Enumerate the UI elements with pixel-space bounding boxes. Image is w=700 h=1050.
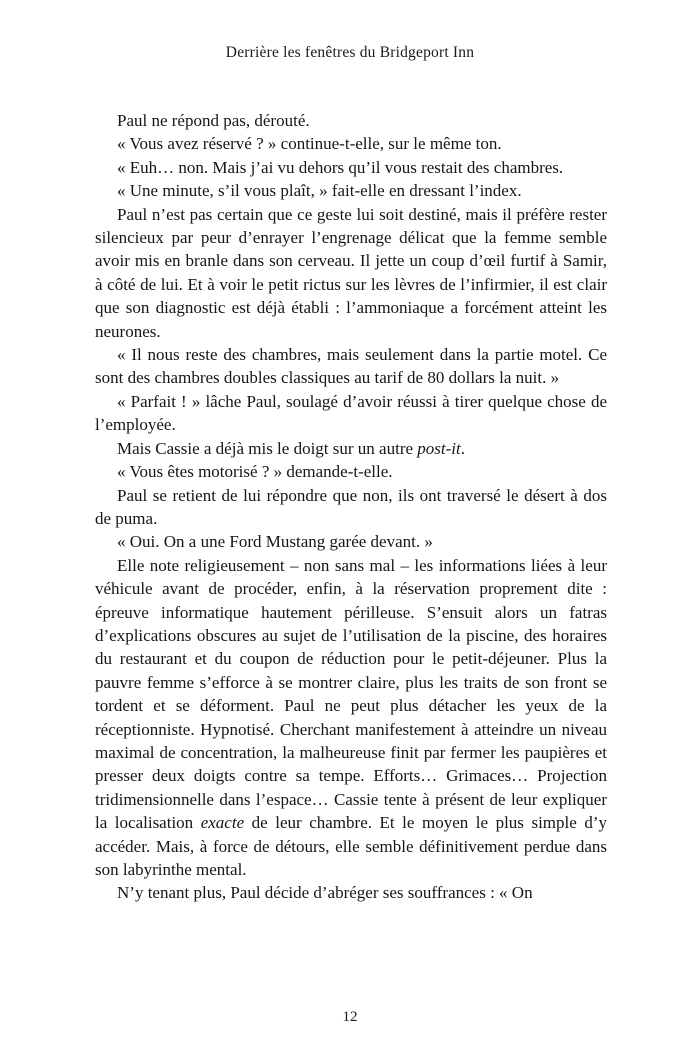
paragraph [95, 881, 607, 904]
paragraph [95, 203, 607, 343]
paragraph [95, 343, 607, 390]
text-segment: Paul se retient de lui répondre que non, ils ont traversé le désert à dos de puma. [95, 485, 607, 528]
body-text [95, 109, 607, 905]
page-number: 12 [342, 1009, 358, 1025]
paragraph [95, 554, 607, 882]
text-segment: de leur chambre. Et le moyen le plus simple d’y accéder. Mais, à force de détours, elle semble définitivement perdue dans son labyrinthe mental. [95, 813, 607, 879]
text-segment: « Une minute, s’il vous plaît, » fait-elle en dressant l’index. [117, 181, 522, 201]
paragraph [95, 156, 607, 179]
running-head: Derrière les fenêtres du Bridgeport Inn [225, 44, 475, 61]
text-segment: « Il nous reste des chambres, mais seulement dans la partie motel. Ce sont des chambres doubles classiques au tarif de 80 dollars la nuit. » [95, 345, 607, 388]
text-segment: Mais Cassie a déjà mis le doigt sur un autre [117, 438, 418, 458]
text-segment: « Vous avez réservé ? » continue-t-elle, sur le même ton. [117, 134, 502, 154]
paragraph [95, 109, 607, 132]
text-segment: « Oui. On a une Ford Mustang garée devant. » [117, 532, 433, 552]
paragraph [95, 530, 607, 553]
text-segment: « Vous êtes motorisé ? » demande-t-elle. [117, 462, 393, 482]
text-segment: « Parfait ! » lâche Paul, soulagé d’avoir réussi à tirer quelque chose de l’employée. [95, 391, 607, 435]
text-segment: . [460, 438, 465, 458]
text-segment: Elle note religieusement – non sans mal – les informations liées à leur véhicule avant de procéder, enfin, à la réservation proprement dite : épreuve informatique hautement périlleuse. S’ensuit alors un fatras d’explications obscures au sujet de l’utilisation de la piscine, des horaires du restaurant et du coupon de réduction pour le petit-déjeuner. Plus la pauvre femme s’efforce à se montrer claire, plus les traits de son front se tordent et se déforment. Paul ne peut plus détacher les yeux de la réceptionniste. Hypnotisé. Cherchant manifestement à atteindre un niveau maximal de concentration, la malheureuse finit par fermer les paupières et presser deux doigts contre sa tempe. Efforts… Grimaces… Projection tridimensionnelle dans l’espace… Cassie tente à présent de leur expliquer la localisation [95, 555, 607, 833]
paragraph [95, 460, 607, 483]
paragraph [95, 484, 607, 531]
text-segment: « Euh… non. Mais j’ai vu dehors qu’il vous restait des chambres. [117, 157, 564, 177]
text-segment: exacte [200, 813, 245, 833]
paragraph [95, 132, 607, 155]
paragraph [95, 390, 607, 437]
text-segment: Paul ne répond pas, dérouté. [117, 111, 310, 130]
text-segment: Paul n’est pas certain que ce geste lui soit destiné, mais il préfère rester silencieux par peur d’enrayer l’engrenage délicat que la femme semble avoir mis en branle dans son cerveau. Il jette un coup d’œil furtif à Samir, à côté de lui. Et à voir le petit rictus sur les lèvres de l’infirmier, il est clair que son diagnostic est déjà établi : l’ammoniaque a forcément atteint les neurones. [95, 204, 607, 341]
text-segment: post-it [417, 438, 461, 458]
paragraph [95, 437, 607, 460]
paragraph [95, 179, 607, 202]
text-segment: N’y tenant plus, Paul décide d’abréger ses souffrances : « On [117, 883, 533, 903]
